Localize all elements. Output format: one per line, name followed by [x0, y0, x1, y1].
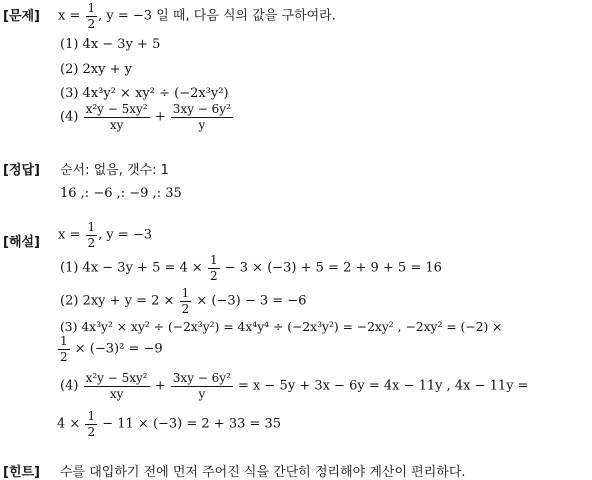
solution-condition: x = $\frac{1}{2}$ , y = −3 — [58, 220, 153, 250]
problem-item-4: (4) $\frac{\text{x²y − 5xy²}}{xy}$ + $\frac{\text{3xy − 6y²}}{y}$ — [60, 102, 231, 132]
solution-step-3-line: (3) 4x³y² × xy² ÷ (−2x³y²) = 4x⁴y⁴ ÷ (−2x³y²) = −2xy² , −2xy² = (−2) × — [60, 320, 503, 334]
problem-item-1: (1) 4x − 3y + 5 — [60, 37, 161, 52]
fraction: $\frac{1}{2}$ — [87, 1, 96, 31]
fraction: $\frac{\text{3xy − 6y²}}{y}$ — [172, 371, 231, 401]
solution-step-2: (2) 2xy + y = 2 × $\frac{1}{2}$ × (−3) − 3 = −6 — [60, 286, 307, 316]
solution-step-4: (4) $\frac{\text{x²y − 5xy²}}{xy}$ + $\frac{\text{3xy − 6y²}}{y}$ = x − 5y + 3x − 6y = 4x − 11y , 4x − 11y = — [60, 371, 529, 401]
fraction: $\frac{1}{2}$ — [60, 334, 68, 364]
answer-line-2: 16 ,: −6 ,: −9 ,: 35 — [60, 186, 182, 201]
problem-item-3: (3) 4x³y² × xy² ÷ (−2x³y²) — [60, 86, 229, 101]
solution-tag: [해설] — [3, 235, 40, 250]
fraction: $\frac{1}{2}$ — [209, 253, 218, 283]
fraction: $\frac{1}{2}$ — [87, 220, 96, 250]
answer-tag: [정답] — [3, 163, 40, 178]
fraction: $\frac{1}{2}$ — [87, 409, 96, 439]
answer-line-1: 순서: 없음, 갯수: 1 — [60, 163, 169, 178]
problem-tag: [문제] — [3, 9, 40, 24]
hint-text: 수를 대입하기 전에 먼저 주어진 식을 간단히 정리해야 계산이 편리하다. — [60, 465, 466, 480]
fraction: $\frac{\text{x²y − 5xy²}}{xy}$ — [85, 371, 148, 401]
fraction: $\frac{\text{x²y − 5xy²}}{xy}$ — [85, 102, 148, 132]
solution-step-4-cont: 4 × $\frac{1}{2}$ − 11 × (−3) = 2 + 33 = 35 — [57, 409, 282, 439]
problem-condition: x = $\frac{1}{2}$ , y = −3 일 때, 다음 식의 값을 구하여라. — [58, 1, 336, 31]
fraction: $\frac{1}{2}$ — [181, 286, 190, 316]
fraction: $\frac{\text{3xy − 6y²}}{y}$ — [172, 102, 231, 132]
solution-step-1: (1) 4x − 3y + 5 = 4 × $\frac{1}{2}$ − 3 × (−3) + 5 = 2 + 9 + 5 = 16 — [60, 253, 442, 283]
solution-step-3-cont: $\frac{1}{2}$ × (−3)² = −9 — [60, 334, 163, 364]
hint-tag: [힌트] — [3, 465, 40, 480]
problem-item-2: (2) 2xy + y — [60, 62, 132, 77]
